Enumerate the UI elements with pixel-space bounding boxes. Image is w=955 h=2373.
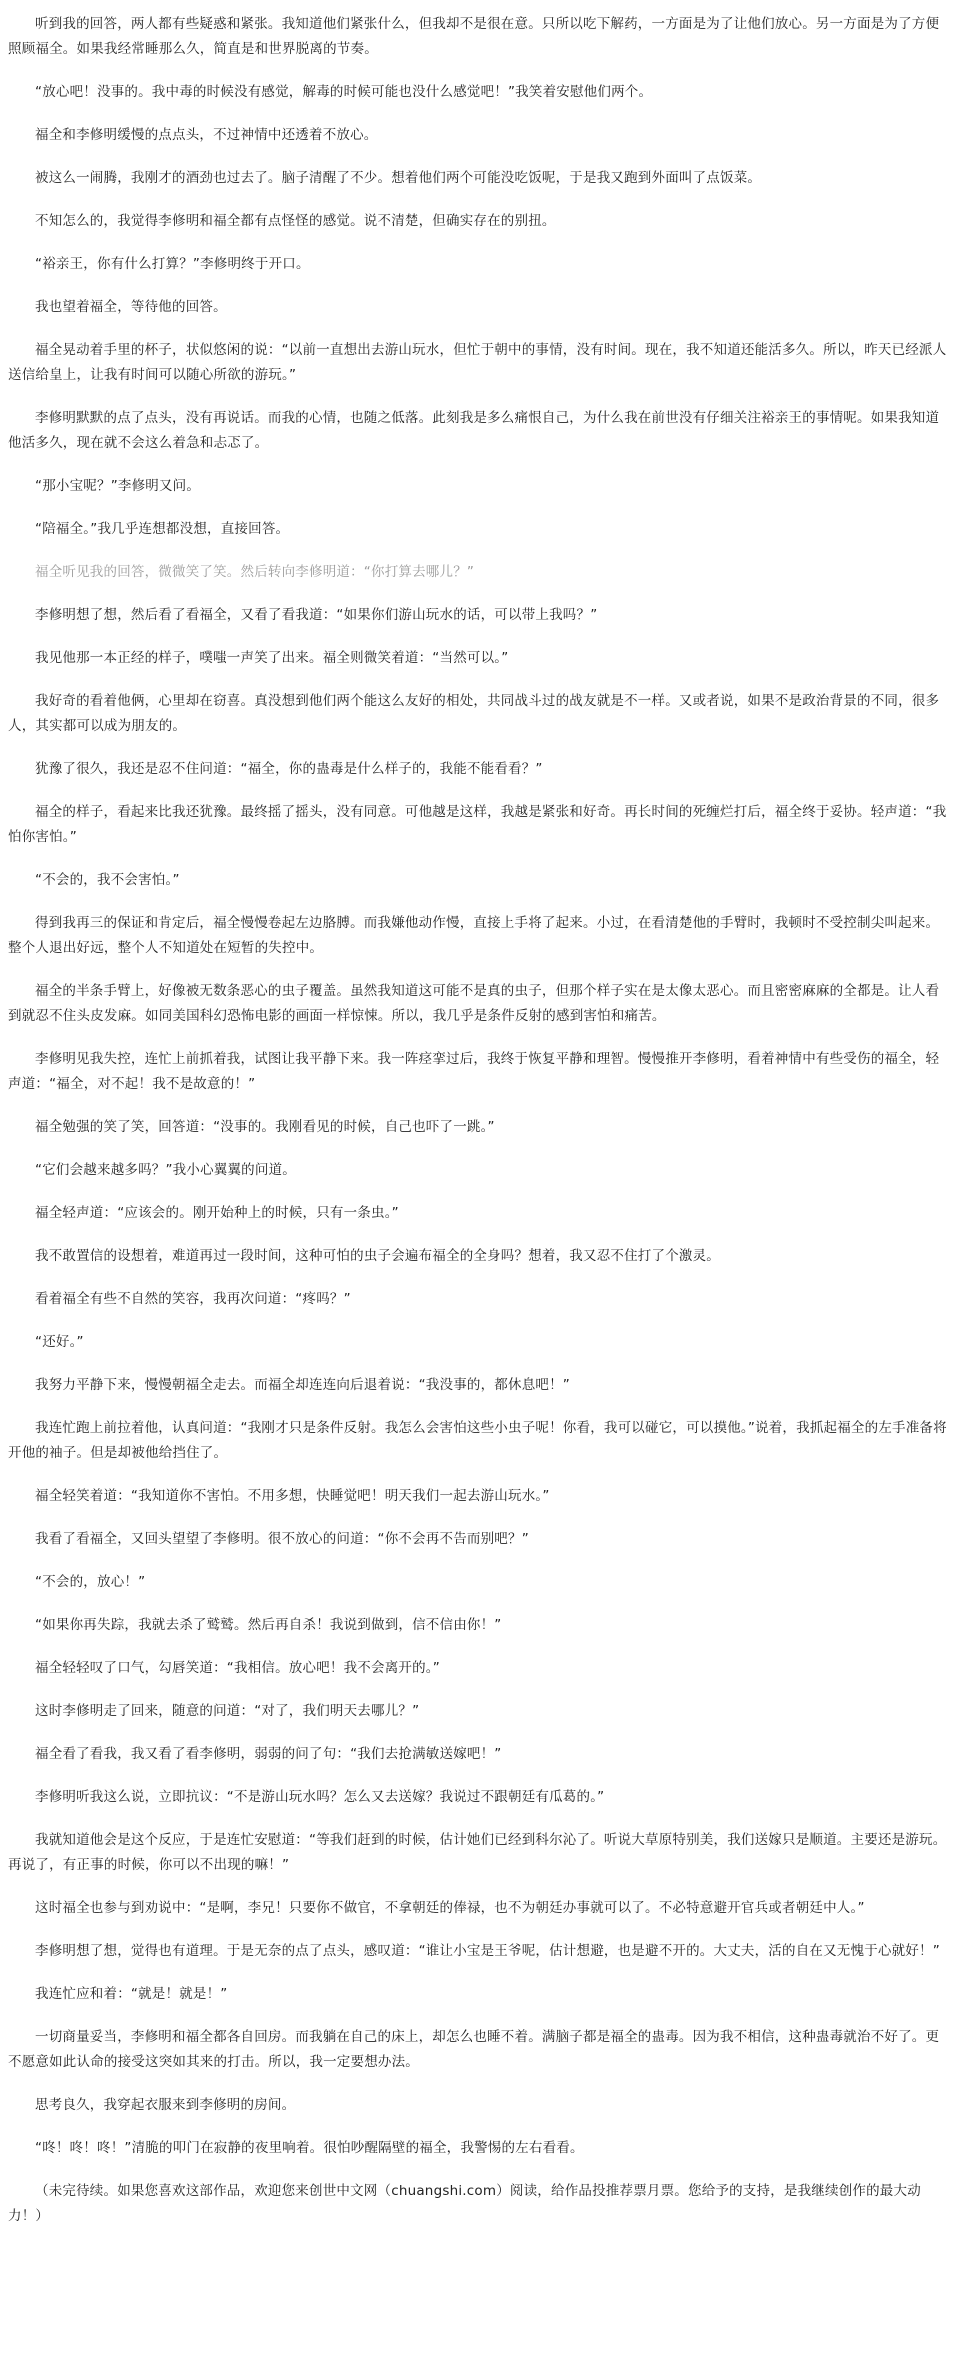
footer-site-link[interactable]: chuangshi.com [391, 2183, 497, 2199]
paragraph: 思考良久，我穿起衣服来到李修明的房间。 [35, 2097, 296, 2113]
paragraph: 被这么一闹腾，我刚才的酒劲也过去了。脑子清醒了不少。想着他们两个可能没吃饭呢，于是我又跑到外面叫了点饭菜。 [35, 170, 762, 186]
paragraph: “放心吧！没事的。我中毒的时候没有感觉，解毒的时候可能也没什么感觉吧！”我笑着安慰他们两个。 [35, 84, 653, 100]
paragraph: 福全和李修明缓慢的点点头，不过神情中还透着不放心。 [35, 127, 378, 143]
paragraph: 福全的半条手臂上，好像被无数条恶心的虫子覆盖。虽然我知道这可能不是真的虫子，但那个样子实在是太像太恶心。而且密密麻麻的全都是。让人看到就忍不住头皮发麻。如同美国科幻恐怖电影的画面一样惊悚。所以，我几乎是条件反射的感到害怕和痛苦。 [8, 983, 940, 1024]
paragraph: 我连忙应和着：“就是！就是！” [35, 1986, 228, 2002]
paragraph: 我看了看福全，又回头望望了李修明。很不放心的问道：“你不会再不告而别吧？” [35, 1531, 529, 1547]
paragraph: 得到我再三的保证和肯定后，福全慢慢卷起左边胳膊。而我嫌他动作慢，直接上手将了起来。小过，在看清楚他的手臂时，我顿时不受控制尖叫起来。整个人退出好远，整个人不知道处在短暂的失控中。 [8, 915, 940, 956]
paragraph: 不知怎么的，我觉得李修明和福全都有点怪怪的感觉。说不清楚，但确实存在的别扭。 [35, 213, 556, 229]
paragraph: 一切商量妥当，李修明和福全都各自回房。而我躺在自己的床上，却怎么也睡不着。满脑子都是福全的蛊毒。因为我不相信，这种蛊毒就治不好了。更不愿意如此认命的接受这突如其来的打击。所以，我一定要想办法。 [8, 2029, 940, 2070]
paragraph: 我好奇的看着他俩，心里却在窃喜。真没想到他们两个能这么友好的相处，共同战斗过的战友就是不一样。又或者说，如果不是政治背景的不同，很多人，其实都可以成为朋友的。 [8, 693, 940, 734]
paragraph: 这时福全也参与到劝说中：“是啊，李兄！只要你不做官，不拿朝廷的俸禄，也不为朝廷办事就可以了。不必特意避开官兵或者朝廷中人。” [35, 1900, 865, 1916]
paragraph: 福全轻轻叹了口气，勾唇笑道：“我相信。放心吧！我不会离开的。” [35, 1660, 440, 1676]
paragraph: 福全轻笑着道：“我知道你不害怕。不用多想，快睡觉吧！明天我们一起去游山玩水。” [35, 1488, 550, 1504]
footer-suffix: ）阅读，给作品投推荐票月票。您给予的支持，是我继续创作的最大动力！） [8, 2183, 921, 2224]
paragraph: 福全勉强的笑了笑，回答道：“没事的。我刚看见的时候，自己也吓了一跳。” [35, 1119, 495, 1135]
paragraph: “陪福全。”我几乎连想都没想，直接回答。 [35, 521, 290, 537]
paragraph: 福全晃动着手里的杯子，状似悠闲的说：“以前一直想出去游山玩水，但忙于朝中的事情，没有时间。现在，我不知道还能活多久。所以，昨天已经派人送信给皇上，让我有时间可以随心所欲的游玩。” [8, 342, 947, 383]
paragraph: 我也望着福全，等待他的回答。 [35, 299, 227, 315]
paragraph: 李修明听我这么说，立即抗议：“不是游山玩水吗？怎么又去送嫁？我说过不跟朝廷有瓜葛的。” [35, 1789, 605, 1805]
paragraph: 我连忙跑上前拉着他，认真问道：“我刚才只是条件反射。我怎么会害怕这些小虫子呢！你看，我可以碰它，可以摸他。”说着，我抓起福全的左手准备将开他的袖子。但是却被他给挡住了。 [8, 1420, 947, 1461]
paragraph: 我就知道他会是这个反应，于是连忙安慰道：“等我们赶到的时候，估计她们已经到科尔沁了。听说大草原特别美，我们送嫁只是顺道。主要还是游玩。再说了，有正事的时候，你可以不出现的嘛！” [8, 1832, 947, 1873]
paragraph: 李修明想了想，然后看了看福全，又看了看我道：“如果你们游山玩水的话，可以带上我吗？” [35, 607, 598, 623]
paragraph: 看着福全有些不自然的笑容，我再次问道：“疼吗？” [35, 1291, 351, 1307]
paragraph: 李修明想了想，觉得也有道理。于是无奈的点了点头，感叹道：“谁让小宝是王爷呢，估计想避，也是避不开的。大丈夫，活的自在又无愧于心就好！” [35, 1943, 940, 1959]
paragraph: “不会的，我不会害怕。” [35, 872, 180, 888]
paragraph: 听到我的回答，两人都有些疑惑和紧张。我知道他们紧张什么，但我却不是很在意。只所以吃下解药，一方面是为了让他们放心。另一方面是为了方便照顾福全。如果我经常睡那么久，简直是和世界脱离的节奏。 [8, 16, 940, 57]
paragraph: “不会的，放心！” [35, 1574, 146, 1590]
paragraph: “那小宝呢？”李修明又问。 [35, 478, 201, 494]
paragraph: “它们会越来越多吗？”我小心翼翼的问道。 [35, 1162, 296, 1178]
article-body [8, 12, 947, 2161]
paragraph: “裕亲王，你有什么打算？”李修明终于开口。 [35, 256, 310, 272]
paragraph: “咚！咚！咚！”清脆的叩门在寂静的夜里响着。很怕吵醒隔壁的福全，我警惕的左右看看。 [35, 2140, 584, 2156]
paragraph: 李修明默默的点了点头，没有再说话。而我的心情，也随之低落。此刻我是多么痛恨自己，为什么我在前世没有仔细关注裕亲王的事情呢。如果我知道他活多久，现在就不会这么着急和忐忑了。 [8, 410, 940, 451]
paragraph: “如果你再失踪，我就去杀了鹫鹫。然后再自杀！我说到做到，信不信由你！” [35, 1617, 502, 1633]
paragraph: 福全的样子，看起来比我还犹豫。最终摇了摇头，没有同意。可他越是这样，我越是紧张和好奇。再长时间的死缠烂打后，福全终于妥协。轻声道：“我怕你害怕。” [8, 804, 947, 845]
paragraph: 犹豫了很久，我还是忍不住问道：“福全，你的蛊毒是什么样子的，我能不能看看？” [35, 761, 543, 777]
paragraph: 我努力平静下来，慢慢朝福全走去。而福全却连连向后退着说：“我没事的，都休息吧！” [35, 1377, 570, 1393]
paragraph: “还好。” [35, 1334, 84, 1350]
paragraph: 福全听见我的回答，微微笑了笑。然后转向李修明道：“你打算去哪儿？” [35, 564, 475, 580]
paragraph: 李修明见我失控，连忙上前抓着我，试图让我平静下来。我一阵痉挛过后，我终于恢复平静和理智。慢慢推开李修明，看着神情中有些受伤的福全，轻声道：“福全，对不起！我不是故意的！” [8, 1051, 940, 1092]
footer-prefix: （未完待续。如果您喜欢这部作品，欢迎您来创世中文网（ [35, 2183, 392, 2199]
paragraph: 这时李修明走了回来，随意的问道：“对了，我们明天去哪儿？” [35, 1703, 420, 1719]
footer-note [8, 2179, 947, 2229]
paragraph: 福全看了看我，我又看了看李修明，弱弱的问了句：“我们去抢满敏送嫁吧！” [35, 1746, 502, 1762]
paragraph: 我见他那一本正经的样子，噗嗤一声笑了出来。福全则微笑着道：“当然可以。” [35, 650, 509, 666]
paragraph: 我不敢置信的设想着，难道再过一段时间，这种可怕的虫子会遍布福全的全身吗？想着，我又忍不住打了个激灵。 [35, 1248, 720, 1264]
paragraph: 福全轻声道：“应该会的。刚开始种上的时候，只有一条虫。” [35, 1205, 399, 1221]
